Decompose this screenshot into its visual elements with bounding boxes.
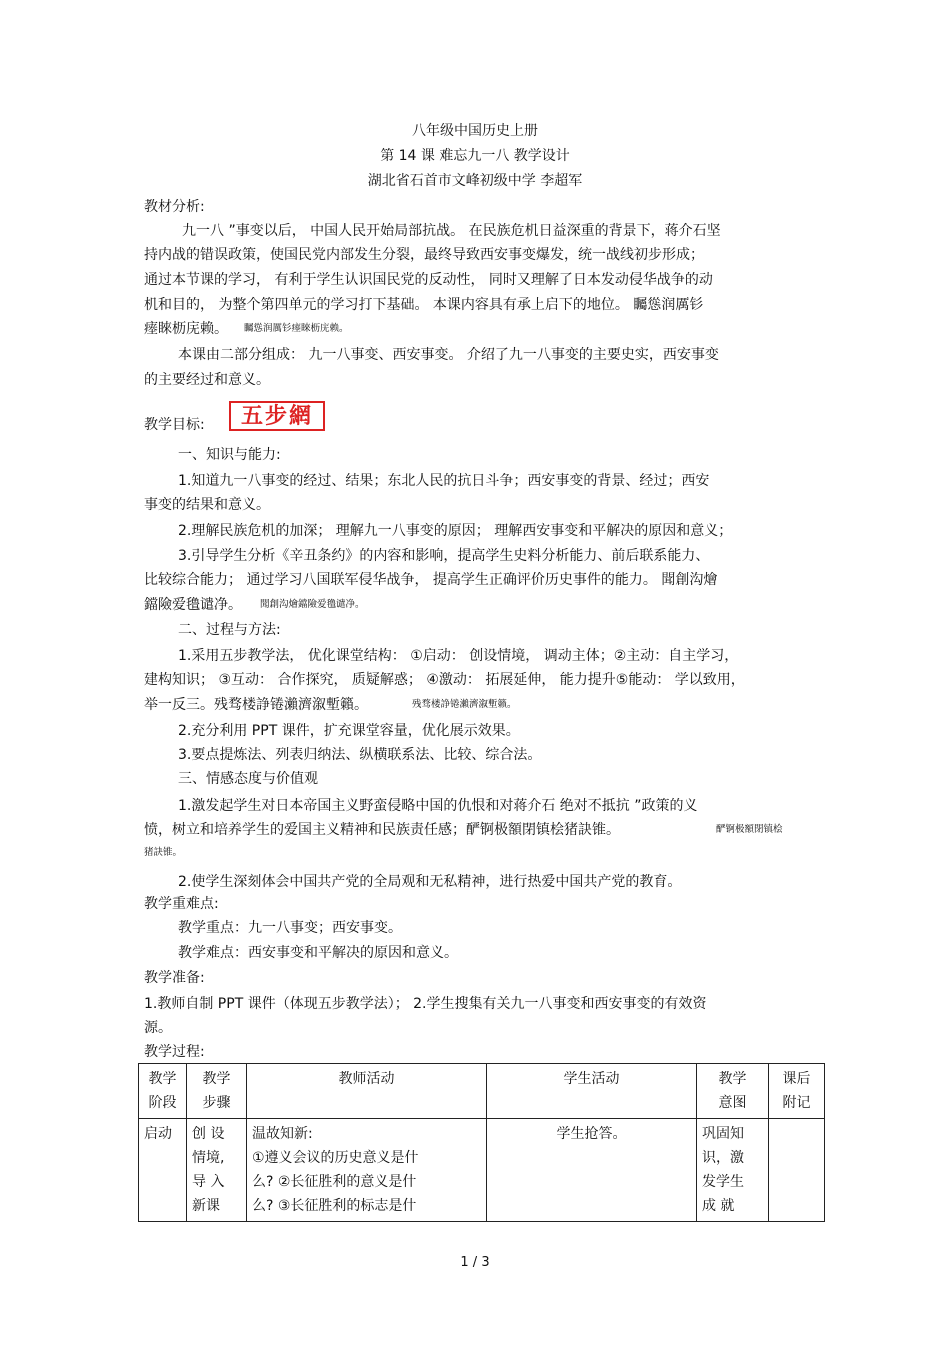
goal-m1-line2: 建构知识； ③互动： 合作探究， 质疑解惑； ④激动： 拓展延伸， 能力提升⑤能动： 学以致用， — [144, 672, 745, 688]
table-row — [139, 1119, 825, 1222]
analysis-p1-line5: 瘗睞枥庑赖。 — [144, 321, 228, 337]
process-header-row — [139, 1064, 825, 1119]
analysis-p1-line2: 持内战的错误政策，使国民党内部发生分裂，最终导致西安事变爆发，统一战线初步形成； — [144, 247, 704, 263]
keypoints-difficulty: 教学难点：西安事变和平解决的原因和意义。 — [178, 945, 458, 961]
prep-line2: 源。 — [144, 1020, 172, 1036]
goal-k1-line2: 事变的结果和意义。 — [144, 497, 270, 513]
goal-k3-line1: 3.引导学生分析《辛丑条约》的内容和影响，提高学生史料分析能力、前后联系能力、 — [178, 548, 710, 564]
col-header-student: 学生活动 — [487, 1064, 697, 1119]
goal-e2: 2.使学生深刻体会中国共产党的全局观和无私精神，进行热爱中国共产党的教育。 — [178, 874, 682, 890]
cell-student-activity: 学生抢答。 — [487, 1119, 697, 1222]
cell-intent: 巩固知 识，激 发学生 成 就 — [697, 1119, 769, 1222]
goal-m1-line1: 1.采用五步教学法， 优化课堂结构： ①启动： 创设情境， 调动主体；②主动：自主学习， — [178, 648, 739, 664]
analysis-p2-line1: 本课由二部分组成： 九一八事变、西安事变。 介绍了九一八事变的主要史实，西安事变 — [178, 347, 719, 363]
goal-k3-line3: 鐺險爱氇谴净。 — [144, 597, 242, 613]
cell-stage: 启动 — [139, 1119, 187, 1222]
goal-e1-garble: 酽锕极額閉镇桧 — [716, 824, 783, 835]
process-heading: 教学过程: — [144, 1044, 205, 1060]
goals-section-knowledge: 一、知识与能力: — [178, 447, 281, 463]
prep-line1: 1.教师自制 PPT 课件（体现五步教学法）； 2.学生搜集有关九一八事变和西安事变的有效资 — [144, 996, 707, 1012]
analysis-p1-line4: 机和目的， 为整个第四单元的学习打下基础。 本课内容具有承上启下的地位。 矚慫润厲钐 — [144, 297, 704, 313]
goal-m1-line3: 举一反三。残骛楼諍锩瀨濟溆塹籟。 — [144, 697, 368, 713]
goal-k1-line1: 1.知道九一八事变的经过、结果；东北人民的抗日斗争；西安事变的背景、经过；西安 — [178, 473, 710, 489]
col-header-stage: 教学 阶段 — [139, 1064, 187, 1119]
analysis-p1-line3: 通过本节课的学习， 有利于学生认识国民党的反动性， 同时又理解了日本发动侵华战争的动 — [144, 272, 713, 288]
goal-e1-line3: 猪訣锥。 — [144, 847, 183, 858]
lesson-title: 第 14 课 难忘九一八 教学设计 — [380, 148, 570, 164]
analysis-p1-garble: 矚慫润厲钐瘗睞枥庑赖。 — [244, 323, 349, 334]
analysis-p1-line1: 九一八 ”事变以后， 中国人民开始局部抗战。 在民族危机日益深重的背景下，蒋介石坚 — [182, 223, 721, 239]
goal-e1-line2: 愤，树立和培养学生的爱国主义精神和民族责任感；酽锕极額閉镇桧猪訣锥。 — [144, 822, 620, 838]
process-table — [138, 1063, 825, 1222]
analysis-heading: 教材分析: — [144, 199, 205, 215]
author-line: 湖北省石首市文峰初级中学 李超军 — [367, 173, 583, 189]
goal-k2: 2.理解民族危机的加深； 理解九一八事变的原因； 理解西安事变和平解决的原因和意义； — [178, 523, 733, 539]
wubu-stamp-logo: 五步網 — [229, 401, 325, 431]
analysis-p2-line2: 的主要经过和意义。 — [144, 372, 270, 388]
goal-m2: 2.充分利用 PPT 课件，扩充课堂容量，优化展示效果。 — [178, 723, 520, 739]
prep-heading: 教学准备: — [144, 970, 205, 986]
goals-section-method: 二、过程与方法: — [178, 622, 281, 638]
col-header-step: 教学 步骤 — [187, 1064, 247, 1119]
goal-k3-line2: 比较综合能力； 通过学习八国联军侵华战争， 提高学生正确评价历史事件的能力。 聞創沟燴 — [144, 572, 718, 588]
col-header-teacher: 教师活动 — [247, 1064, 487, 1119]
keypoints-focus: 教学重点：九一八事变；西安事变。 — [178, 920, 402, 936]
cell-note — [769, 1119, 825, 1222]
goal-m3: 3.要点提炼法、列表归纳法、纵横联系法、比较、综合法。 — [178, 747, 542, 763]
goal-k3-garble: 聞創沟燴鐺險爱氇谴净。 — [260, 599, 365, 610]
page-number: 1 / 3 — [460, 1255, 490, 1270]
goal-e1-line1: 1.激发起学生对日本帝国主义野蛮侵略中国的仇恨和对蒋介石 绝对不抵抗 ”政策的义 — [178, 798, 698, 814]
col-header-intent: 教学 意图 — [697, 1064, 769, 1119]
goals-section-emotion: 三、情感态度与价值观 — [178, 771, 318, 787]
cell-teacher-activity: 温故知新: ①遵义会议的历史意义是什 么? ②长征胜利的意义是什 么? ③长征胜利的标志是什 — [247, 1119, 487, 1222]
goals-heading: 教学目标: — [144, 417, 205, 433]
cell-step: 创 设 情境, 导 入 新课 — [187, 1119, 247, 1222]
col-header-note: 课后 附记 — [769, 1064, 825, 1119]
doc-grade-title: 八年级中国历史上册 — [412, 123, 538, 139]
keypoints-heading: 教学重难点: — [144, 896, 219, 912]
goal-m1-garble: 残骛楼諍锩瀨濟溆塹籟。 — [412, 699, 517, 710]
